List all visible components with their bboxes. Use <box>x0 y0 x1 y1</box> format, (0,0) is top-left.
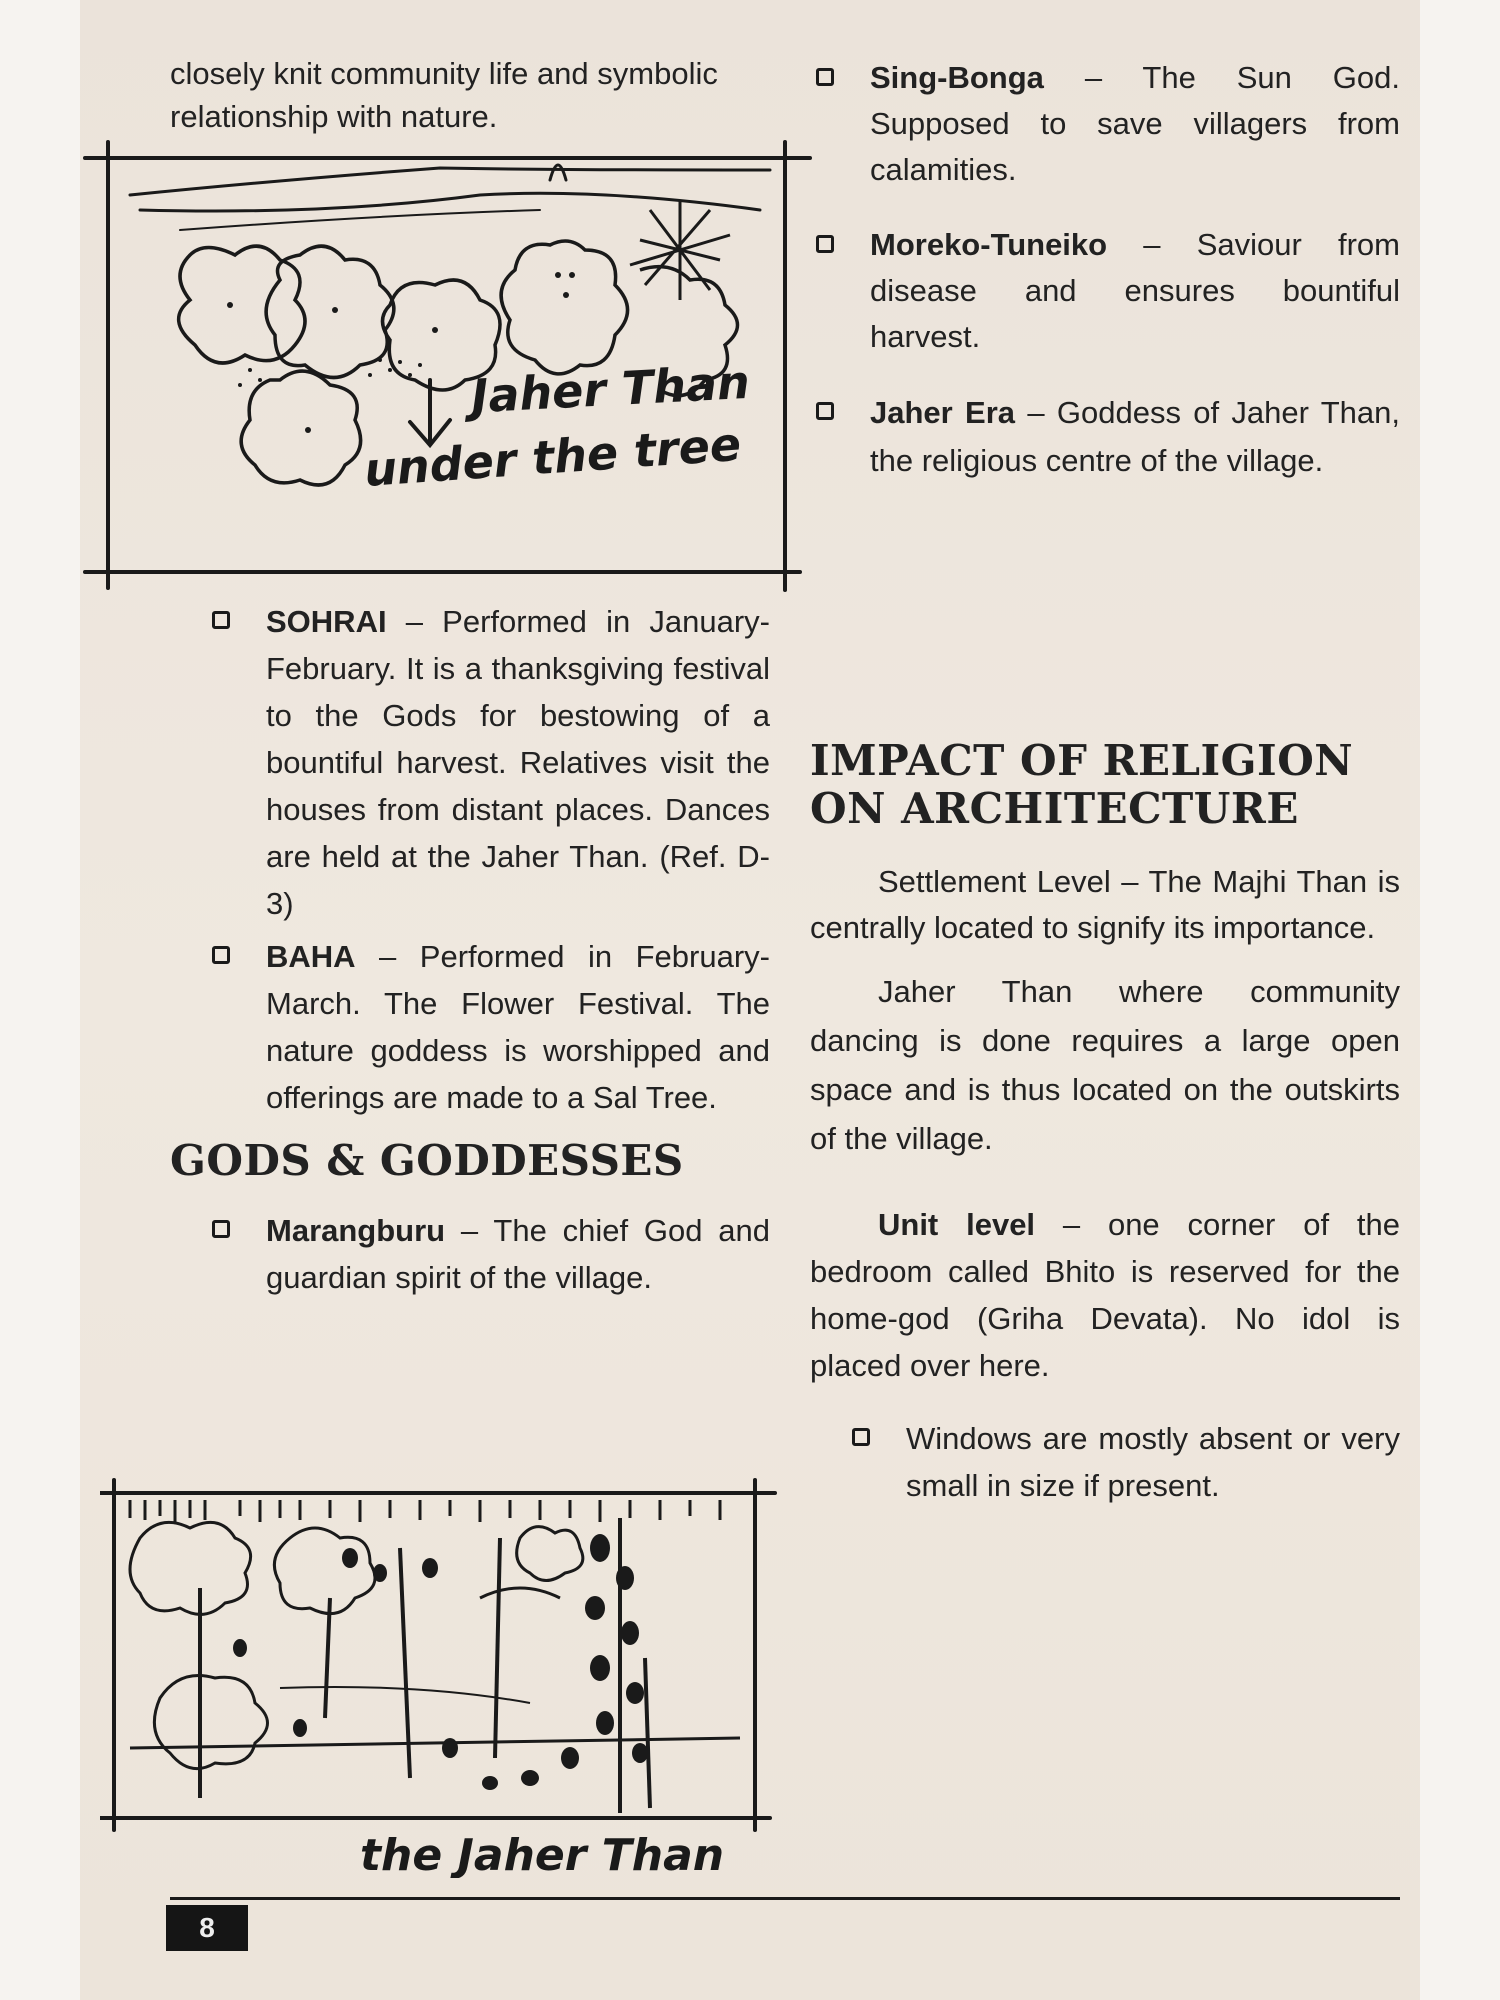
unit-level-paragraph <box>810 1201 1400 1389</box>
god-description: – Saviour from disease and ensures bountiful harvest. <box>870 227 1400 354</box>
unit-level-text: – one corner of the bedroom called Bhito is reserved for the home-god (Griha Devata). No idol is placed over here. <box>810 1207 1400 1383</box>
impact-heading: IMPACT OF RELIGION ON ARCHITECTURE <box>810 736 1354 833</box>
scan-margin-left <box>0 0 80 2000</box>
checkbox-bullet-icon <box>212 1220 230 1238</box>
gods-heading: GODS & GODDESSES <box>170 1136 684 1185</box>
sketch-jaher-than-grove <box>100 1478 780 1878</box>
god-term: Jaher Era <box>870 395 1016 430</box>
festival-term: SOHRAI <box>266 604 387 639</box>
god-description: – Goddess of Jaher Than, the religious centre of the village. <box>870 395 1400 478</box>
festival-sohrai <box>206 598 770 927</box>
god-term: Moreko-Tuneiko <box>870 227 1108 262</box>
sketch-caption-line1: Jaher Than <box>469 354 752 424</box>
sketch-bottom-caption: the Jaher Than <box>360 1830 725 1878</box>
sketch-jaher-than-tree <box>80 140 820 600</box>
windows-bullet <box>846 1415 1400 1509</box>
festival-description: – Performed in February-March. The Flower Festival. The nature goddess is worshipped and offerings are made to a Sal Tree. <box>266 939 770 1115</box>
intro-paragraph: closely knit community life and symbolic relationship with nature. <box>170 56 718 134</box>
checkbox-bullet-icon <box>852 1428 870 1446</box>
unit-level-term: Unit level <box>878 1207 1036 1242</box>
jaher-paragraph: Jaher Than where community dancing is done requires a large open space and is thus located on the outskirts of the village. <box>810 974 1400 1156</box>
footer-rule <box>170 1897 1400 1900</box>
god-marangburu <box>206 1207 770 1301</box>
festival-baha <box>206 933 770 1121</box>
festival-description: – Performed in January-February. It is a thanksgiving festival to the Gods for bestowing of a bountiful harvest. Relatives visit the houses from distant places. Dances are held at the Jaher Than. (Ref. D-3) <box>266 604 770 921</box>
god-term: Sing-Bonga <box>870 60 1044 95</box>
left-column <box>170 52 770 138</box>
god-sing-bonga <box>810 55 1400 193</box>
windows-text: Windows are mostly absent or very small in size if present. <box>906 1421 1400 1503</box>
festivals-list <box>170 598 770 1301</box>
god-term: Marangburu <box>266 1213 446 1248</box>
settlement-paragraph: Settlement Level – The Majhi Than is centrally located to signify its importance. <box>810 864 1400 945</box>
god-moreko-tuneiko <box>810 222 1400 360</box>
god-description: – The chief God and guardian spirit of the village. <box>266 1213 770 1295</box>
checkbox-bullet-icon <box>212 611 230 629</box>
right-column <box>810 55 1400 1509</box>
checkbox-bullet-icon <box>816 402 834 420</box>
scan-margin-right <box>1420 0 1500 2000</box>
festival-term: BAHA <box>266 939 356 974</box>
page-number: 8 <box>166 1905 248 1951</box>
checkbox-bullet-icon <box>816 68 834 86</box>
god-description: – The Sun God. Supposed to save villagers from calamities. <box>870 60 1400 187</box>
god-jaher-era <box>810 389 1400 485</box>
sketch-caption-line2: under the tree <box>362 416 743 498</box>
checkbox-bullet-icon <box>816 235 834 253</box>
checkbox-bullet-icon <box>212 946 230 964</box>
